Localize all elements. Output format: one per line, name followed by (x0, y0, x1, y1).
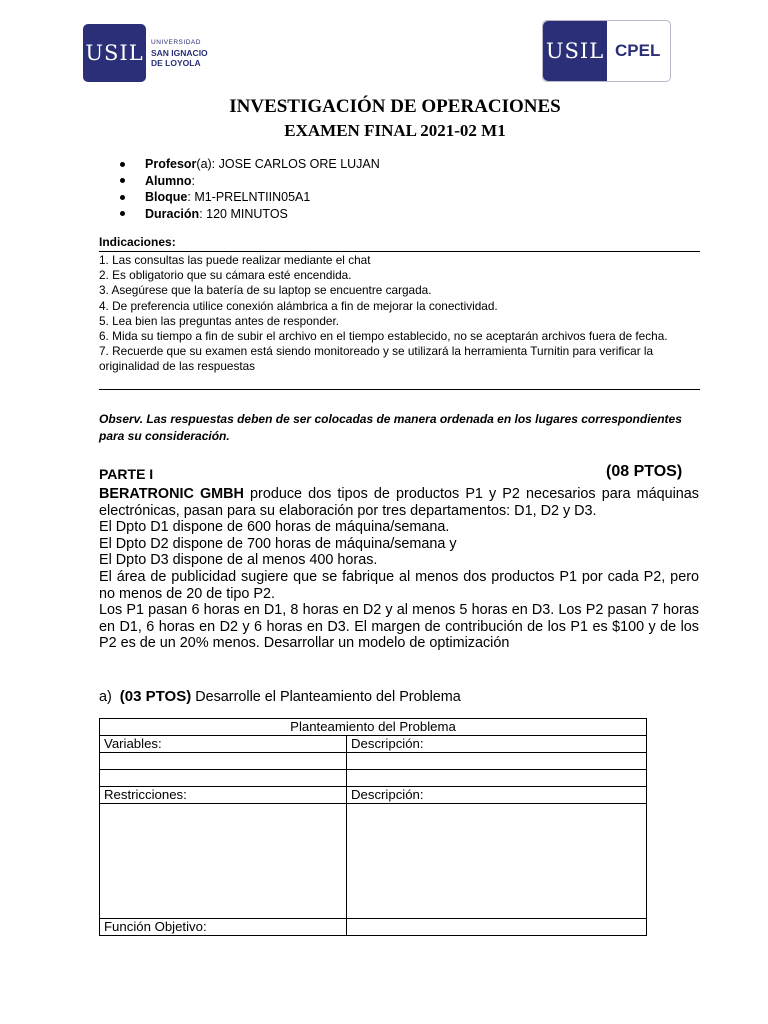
divider (99, 389, 700, 390)
restricciones-label: Restricciones: (100, 787, 347, 804)
bullet-icon (120, 211, 125, 216)
indicaciones-heading: Indicaciones: (99, 235, 176, 249)
exam-meta-list (120, 156, 380, 222)
cpel-brand: CPEL (615, 41, 661, 60)
variable-answer-cell[interactable] (100, 753, 347, 770)
problem-line: El Dpto D3 dispone de al menos 400 horas. (99, 552, 378, 569)
profesor-value: JOSE CARLOS ORE LUJAN (218, 157, 380, 171)
planteamiento-table (99, 718, 647, 936)
duracion-value: 120 MINUTOS (206, 206, 288, 221)
observation-note: Observ. Las respuestas deben de ser colocadas de manera ordenada en los lugares correspondientes para su consideración. (99, 412, 682, 443)
problem-statement (99, 486, 699, 652)
university-name: UNIVERSIDAD SAN IGNACIO DE LOYOLA (151, 39, 208, 68)
bullet-icon (120, 195, 125, 200)
table-header: Planteamiento del Problema (100, 719, 647, 736)
restricciones-description-answer-cell[interactable] (347, 804, 647, 919)
cpel-logo-text: USIL (545, 39, 605, 63)
page-subtitle: EXAMEN FINAL 2021-02 M1 (284, 121, 506, 140)
meta-row-alumno: Alumno: (120, 173, 380, 190)
usil-logo-text: USIL (85, 41, 144, 65)
restricciones-description-label: Descripción: (347, 787, 647, 804)
part-points: (08 PTOS) (606, 463, 683, 480)
company-name: BERATRONIC GMBH (99, 486, 244, 502)
cpel-logo-mark (543, 21, 607, 81)
divider (99, 251, 700, 252)
question-a: a) (03 PTOS) Desarrolle el Planteamiento del Problema (99, 688, 461, 705)
problem-line: El Dpto D1 dispone de 600 horas de máquina/semana. (99, 519, 450, 536)
list-item: 3. Asegúrese que la batería de su laptop se encuentre cargada. (99, 283, 432, 298)
list-item: 6. Mida su tiempo a fin de subir el archivo en el tiempo establecido, no se aceptarán archivos fuera de fecha. (99, 329, 668, 344)
indicaciones-list (99, 253, 699, 375)
bloque-value: M1-PRELNTIIN05A1 (194, 190, 311, 204)
funcion-objetivo-answer-cell[interactable] (347, 919, 647, 936)
variable-answer-cell[interactable] (100, 770, 347, 787)
variables-label: Variables: (100, 736, 347, 753)
list-item: 4. De preferencia utilice conexión alámbrica a fin de mejorar la conectividad. (99, 298, 498, 313)
variable-description-answer-cell[interactable] (347, 770, 647, 787)
page-title: INVESTIGACIÓN DE OPERACIONES (229, 96, 561, 117)
usil-logo (83, 23, 223, 83)
list-item: 1. Las consultas las puede realizar mediante el chat (99, 253, 371, 267)
list-item: 5. Lea bien las preguntas antes de responder. (99, 313, 340, 328)
meta-row-bloque: Bloque: M1-PRELNTIIN05A1 (120, 189, 380, 206)
problem-intro: BERATRONIC GMBH produce dos tipos de productos P1 y P2 necesarios para máquinas electrónicas, pasan para su elaboración por tres departamentos: D1, D2 y D3. (99, 486, 699, 519)
cpel-logo (542, 20, 671, 82)
part-heading: PARTE I (99, 466, 154, 482)
variable-description-answer-cell[interactable] (347, 753, 647, 770)
problem-line: Los P1 pasan 6 horas en D1, 8 horas en D2 y al menos 5 horas en D3. Los P2 pasan 7 horas en D1, 6 horas en D2 y 6 horas en D3. El margen de contribución de los P1 es $100 y de los P2 es de un 20% menos. Desarrollar un modelo de optimización (99, 602, 699, 652)
meta-row-profesor: Profesor(a): JOSE CARLOS ORE LUJAN (120, 156, 380, 173)
list-item: 2. Es obligatorio que su cámara esté encendida. (99, 268, 352, 283)
bullet-icon (120, 162, 125, 167)
list-item: 7. Recuerde que su examen está siendo monitoreado y se utilizará la herramienta Turnitin para verificar la originalidad de las respuestas (99, 344, 654, 374)
question-a-points: (03 PTOS) (119, 688, 192, 705)
problem-line: El Dpto D2 dispone de 700 horas de máquina/semana y (99, 535, 457, 552)
bullet-icon (120, 178, 125, 183)
restricciones-answer-cell[interactable] (100, 804, 347, 919)
problem-line: El área de publicidad sugiere que se fabrique al menos dos productos P1 por cada P2, pero no menos de 20 de tipo P2. (99, 568, 699, 602)
usil-logo-mark (83, 24, 146, 82)
funcion-objetivo-label: Función Objetivo: (100, 919, 347, 936)
meta-row-duracion: Duración: 120 MINUTOS (120, 206, 380, 223)
variables-description-label: Descripción: (347, 736, 647, 753)
